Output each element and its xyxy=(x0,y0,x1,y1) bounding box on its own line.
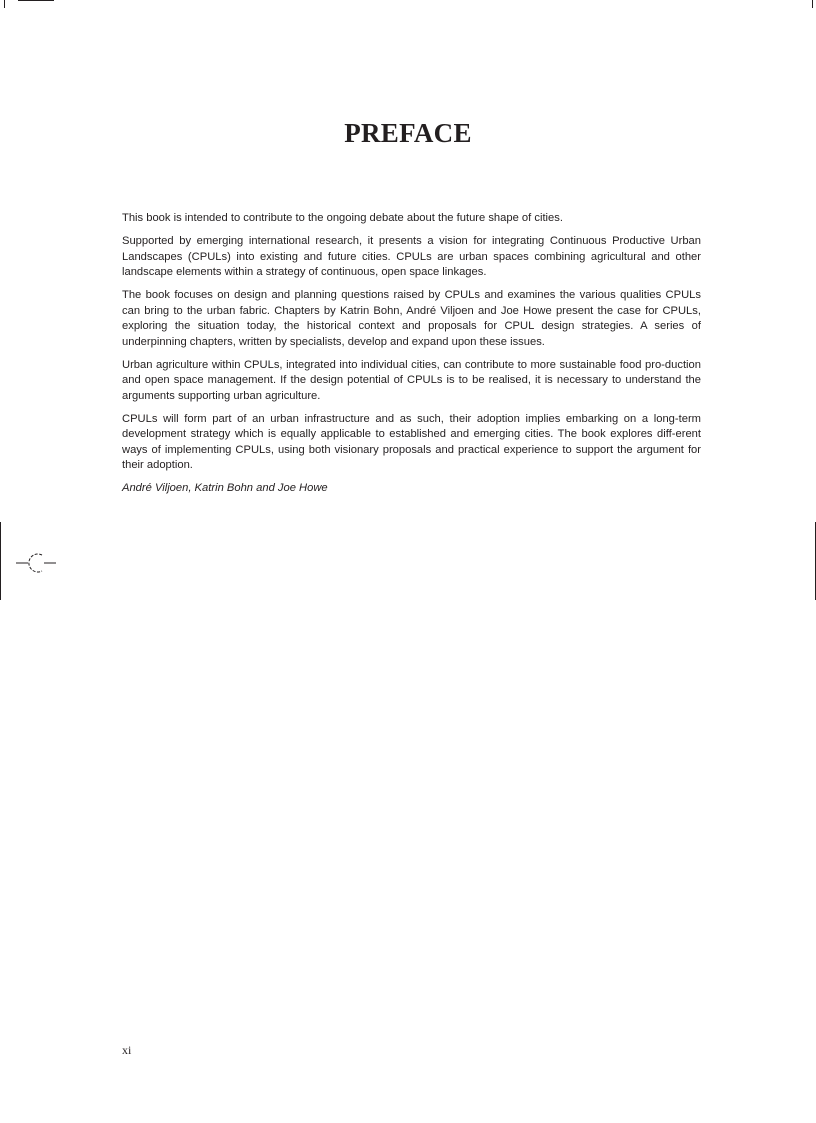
paragraph: This book is intended to contribute to the ongoing debate about the future shape of cities. xyxy=(122,212,563,224)
crop-mark-top-left xyxy=(18,0,54,1)
paragraph: The book focuses on design and planning questions raised by CPULs and examines the various qualities CPULs can bring to the urban fabric. Chapters by Katrin Bohn, André Viljoen and Joe Howe present the case for CPULs, exploring the situation today, the historical context and proposals for CPUL design strategies. A series of underpinning chapters, written by specialists, develop and expand upon these issues. xyxy=(122,289,701,348)
preface-body xyxy=(122,211,701,504)
registration-mark-icon xyxy=(16,550,56,576)
crop-mark-left-vertical xyxy=(0,522,1,600)
paragraph: Supported by emerging international research, it presents a vision for integrating Continuous Productive Urban Landscapes (CPULs) into existing and future cities. CPULs are urban spaces combining agricultural and other landscape elements within a strategy of continuous, open space linkages. xyxy=(122,235,701,278)
page-title: PREFACE xyxy=(344,118,472,148)
paragraph: Urban agriculture within CPULs, integrated into individual cities, can contribute to more sustainable food pro-duction and open space management. If the design potential of CPULs is to be realised, it is necessary to understand the arguments supporting urban agriculture. xyxy=(122,358,701,402)
paragraph: CPULs will form part of an urban infrastructure and as such, their adoption implies embarking on a long-term development strategy which is equally applicable to established and emerging cities. The book explores diff-erent ways of implementing CPULs, using both visionary proposals and practical experience to support the argument for their adoption. xyxy=(122,412,701,471)
crop-mark-top-right xyxy=(812,0,813,8)
author-signature: André Viljoen, Katrin Bohn and Joe Howe xyxy=(122,482,328,494)
page-number: xi xyxy=(122,1043,132,1057)
crop-mark-top-left-vertical xyxy=(4,0,5,8)
